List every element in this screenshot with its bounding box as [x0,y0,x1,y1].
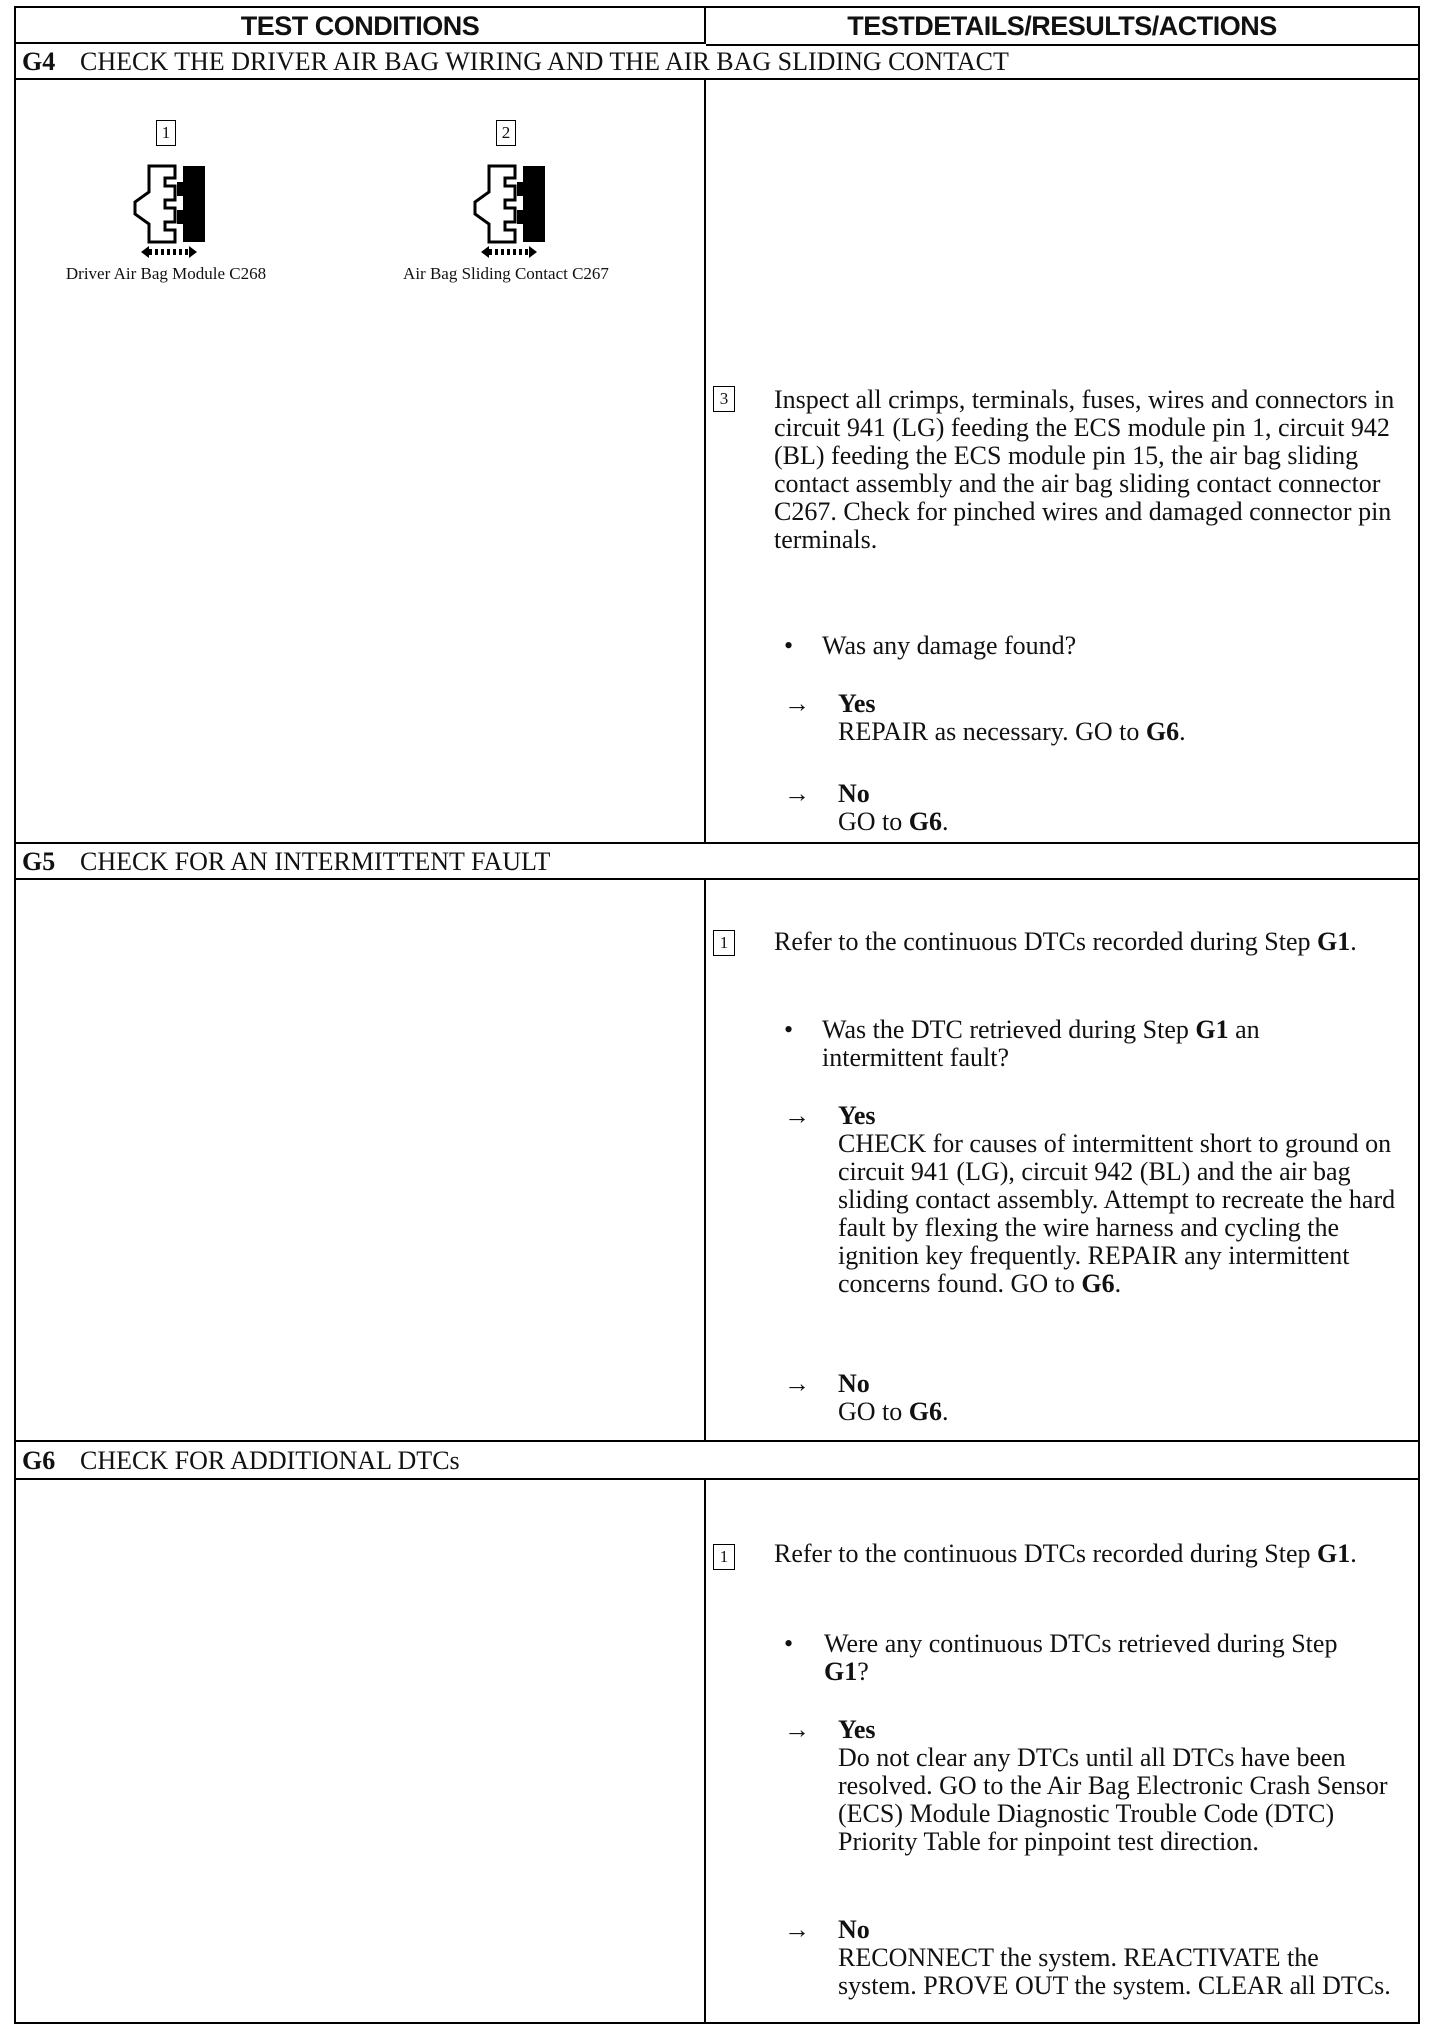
g5-step-title [16,842,1418,880]
yes-label: Yes [838,1715,876,1744]
bullet-icon: • [784,1629,794,1658]
no-label: No [838,1915,870,1944]
connector-icon [376,152,636,264]
no-label: No [838,779,870,808]
test-conditions-header: TEST CONDITIONS [16,8,706,44]
g4-title: CHECK THE DRIVER AIR BAG WIRING AND THE AIR BAG SLIDING CONTACT [80,47,1009,76]
g6-question-text: Were any continuous DTCs retrieved during Step [824,1629,1338,1658]
g4-no-text: GO to [838,807,903,836]
yes-label: Yes [838,689,876,718]
g4-item-number: 3 [713,386,735,412]
arrow-icon: → [784,1101,810,1130]
g5-instruction: Refer to the continuous DTCs recorded during Step G1. [774,927,1357,956]
g4-instruction: Inspect all crimps, terminals, fuses, wires and connectors in circuit 941 (LG) feeding the ECS module pin 1, circuit 942 (BL) feeding the ECS module pin 15, the air bag sliding contact assembly and the air bag sliding contact connector C267. Check for pinched wires and damaged connector pin terminals. [774,385,1395,554]
g6-instruction-text: Refer to the continuous DTCs recorded during Step [774,1539,1311,1568]
test-details-header: TESTDETAILS/RESULTS/ACTIONS [706,8,1418,46]
column-divider [704,80,706,842]
g6-yes-outcome [838,1716,1404,1856]
yes-label: Yes [838,1101,876,1130]
bullet-icon: • [784,631,794,660]
step-reference: G1 [1317,927,1351,956]
connector-number: 2 [496,120,516,146]
g6-question [824,1630,1384,1686]
step-reference: G6 [908,1397,943,1426]
bullet-icon: • [784,1015,794,1044]
g6-no-text: RECONNECT the system. REACTIVATE the system. PROVE OUT the system. CLEAR all DTCs. [838,1943,1391,2000]
step-reference: G6 [1145,717,1180,746]
g5-title: CHECK FOR AN INTERMITTENT FAULT [80,847,551,876]
g6-yes-text: Do not clear any DTCs until all DTCs have been resolved. GO to the Air Bag Electronic Crash Sensor (ECS) Module Diagnostic Trouble Code (DTC) Priority Table for pinpoint test direction. [838,1743,1388,1856]
g6-question-tail: ? [857,1657,869,1686]
g6-instruction: Refer to the continuous DTCs recorded during Step G1. [774,1539,1357,1568]
g6-step-title [16,1440,1418,1480]
arrow-icon: → [784,779,810,808]
g5-yes-outcome: Yes CHECK for causes of intermittent short to ground on circuit 941 (LG), circuit 942 (BL) and the air bag sliding contact assembly. Attempt to recreate the hard fault by flexing the wire harness and cycling the ignition key frequently. REPAIR any intermittent concerns found. GO to G6. [838,1101,1396,1298]
no-label: No [838,1369,870,1398]
arrow-icon: → [784,689,810,718]
g4-step-title [16,44,1418,80]
g5-yes-text: CHECK for causes of intermittent short to ground on circuit 941 (LG), circuit 942 (BL) and the air bag sliding contact assembly. Attempt to recreate the hard fault by flexing the wire harness and cycling the ignition key frequently. REPAIR any intermittent concerns found. GO to [838,1129,1396,1298]
g5-no-text: GO to [838,1397,903,1426]
g5-question [822,1016,1382,1072]
g6-step-number: G6 [22,1446,56,1475]
step-reference: G6 [1081,1269,1115,1298]
connector-number: 1 [156,120,176,146]
g6-title: CHECK FOR ADDITIONAL DTCs [80,1446,460,1475]
column-divider [704,880,706,1440]
g4-question: Was any damage found? [822,631,1077,660]
g5-step-number: G5 [22,847,56,876]
step-reference: G6 [908,807,943,836]
connector-label: Air Bag Sliding Contact C267 [403,264,609,283]
step-reference: G1 [1317,1539,1351,1568]
g5-question-text: Was the DTC retrieved during Step [822,1015,1189,1044]
step-reference: G1 [824,1657,858,1686]
g4-step-number: G4 [22,47,56,76]
arrow-icon: → [784,1715,810,1744]
g5-item-number: 1 [713,930,735,956]
g6-item-number: 1 [713,1544,735,1570]
connector-icon [36,152,296,264]
driver-airbag-module-connector [36,120,296,284]
diagnostic-table [14,6,1420,2024]
g4-no-outcome: No GO to G6. [838,779,949,836]
g4-yes-outcome: Yes REPAIR as necessary. GO to G6. [838,689,1186,746]
g5-instruction-text: Refer to the continuous DTCs recorded during Step [774,927,1311,956]
connector-label: Driver Air Bag Module C268 [65,264,267,283]
column-divider [704,1480,706,2024]
g5-no-outcome: No GO to G6. [838,1369,949,1426]
g4-yes-text: REPAIR as necessary. GO to [838,717,1140,746]
step-reference: G1 [1195,1015,1229,1044]
airbag-sliding-contact-connector [376,120,636,284]
g5-question-tail: an intermittent fault? [822,1015,1260,1072]
arrow-icon: → [784,1369,810,1398]
g6-no-outcome [838,1916,1398,2000]
arrow-icon: → [784,1915,810,1944]
